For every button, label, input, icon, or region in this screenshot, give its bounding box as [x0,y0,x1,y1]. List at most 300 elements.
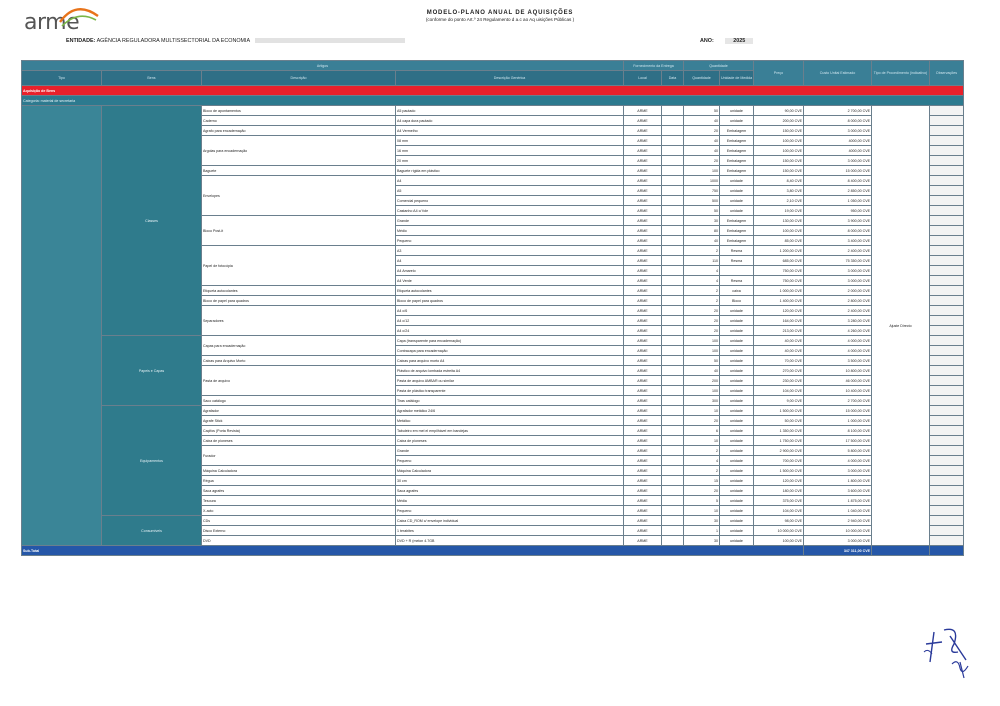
date-cell [662,256,684,266]
generic-description: Agrafador metálico 24/6 [396,406,624,416]
item-description: Caçifos (Porta Revista) [202,426,396,436]
header-descricao-generica: Descrição Genérica [396,71,624,86]
quantity-cell: 10 [684,406,720,416]
local-cell: ARME [624,426,662,436]
date-cell [662,206,684,216]
local-cell: ARME [624,506,662,516]
cost-cell: 4000,00 CVE [804,136,872,146]
cost-cell: 4 000,00 CVE [804,346,872,356]
generic-description: Bloco de papel para quadros [396,296,624,306]
unit-cell: unidade [720,116,754,126]
quantity-cell: 100 [684,336,720,346]
price-cell: 2,10 CVE [754,196,804,206]
generic-description: Pasta de plástico transparente [396,386,624,396]
cost-cell: 3 280,00 CVE [804,316,872,326]
cost-cell: 8 000,00 CVE [804,226,872,236]
generic-description: 16 mm [396,146,624,156]
document-title: MODELO-PLANO ANUAL DE AQUISIÇÕES [426,10,574,16]
observations-cell [930,436,964,446]
date-cell [662,516,684,526]
date-cell [662,486,684,496]
entity-line [66,38,405,44]
date-cell [662,356,684,366]
cost-cell: 4 000,00 CVE [804,456,872,466]
procedure-cell: Ajuste Directo [872,106,930,546]
local-cell: ARME [624,216,662,226]
quantity-cell: 4 [684,276,720,286]
unit-cell [720,266,754,276]
price-cell: 700,00 CVE [754,456,804,466]
observations-cell [930,526,964,536]
unit-cell: unidade [720,306,754,316]
price-cell: 50,00 CVE [754,416,804,426]
date-cell [662,246,684,256]
price-cell: 104,00 CVE [754,506,804,516]
unit-cell: unidade [720,536,754,546]
cost-cell: 4 260,00 CVE [804,326,872,336]
cost-cell: 2 700,00 CVE [804,396,872,406]
cost-cell: 3 900,00 CVE [804,216,872,226]
unit-cell: unidade [720,386,754,396]
price-cell: 98,00 CVE [754,516,804,526]
unit-cell: unidade [720,316,754,326]
logo-arc-icon [54,6,100,30]
date-cell [662,396,684,406]
cost-cell: 5 800,00 CVE [804,446,872,456]
item-description: Saco catálogo [202,396,396,406]
observations-cell [930,386,964,396]
observations-cell [930,116,964,126]
observations-cell [930,186,964,196]
observations-cell [930,316,964,326]
local-cell: ARME [624,256,662,266]
local-cell: ARME [624,366,662,376]
quantity-cell: 1000 [684,176,720,186]
unit-cell: unidade [720,336,754,346]
header-local: Local [624,71,662,86]
unit-cell: unidade [720,406,754,416]
local-cell: ARME [624,156,662,166]
observations-cell [930,236,964,246]
observations-cell [930,106,964,116]
date-cell [662,236,684,246]
local-cell: ARME [624,456,662,466]
local-cell: ARME [624,346,662,356]
date-cell [662,416,684,426]
quantity-cell: 2 [684,446,720,456]
local-cell: ARME [624,166,662,176]
date-cell [662,436,684,446]
generic-description: A3 [396,246,624,256]
local-cell: ARME [624,376,662,386]
cost-cell: 950,00 CVE [804,206,872,216]
local-cell: ARME [624,316,662,326]
observations-cell [930,166,964,176]
cost-cell: 3 400,00 CVE [804,236,872,246]
unit-cell: unidade [720,496,754,506]
generic-description: 30 cm [396,476,624,486]
observations-cell [930,346,964,356]
generic-description: Máquina Calculadora [396,466,624,476]
cost-cell: 75 350,00 CVE [804,256,872,266]
item-description: Pasta de arquivo [202,366,396,396]
price-cell: 150,00 CVE [754,156,804,166]
local-cell: ARME [624,386,662,396]
unit-cell: unidade [720,176,754,186]
cost-cell: 10 800,00 CVE [804,366,872,376]
observations-cell [930,146,964,156]
unit-cell: unidade [720,106,754,116]
date-cell [662,266,684,276]
price-cell: 180,00 CVE [754,486,804,496]
generic-description: A4 Amarelo [396,266,624,276]
quantity-cell: 4 [684,266,720,276]
unit-cell: unidade [720,196,754,206]
price-cell: 100,00 CVE [754,536,804,546]
item-description: Tesoura [202,496,396,506]
acquisition-plan-table [21,60,964,556]
observations-cell [930,516,964,526]
quantity-cell: 20 [684,316,720,326]
local-cell: ARME [624,186,662,196]
quantity-cell: 20 [684,326,720,336]
quantity-cell: 20 [684,416,720,426]
unit-cell: unidade [720,456,754,466]
date-cell [662,376,684,386]
unit-cell: unidade [720,356,754,366]
generic-description: DVD + R (melon 4.7GB [396,536,624,546]
local-cell: ARME [624,106,662,116]
local-cell: ARME [624,236,662,246]
handwritten-signature [920,622,980,682]
unit-cell: unidade [720,396,754,406]
observations-cell [930,496,964,506]
generic-description: Comercial pequeno [396,196,624,206]
bens-group-equipamentos: Equipamentos [102,406,202,516]
unit-cell: unidade [720,486,754,496]
quantity-cell: 200 [684,376,720,386]
item-description: Agrafe Stick [202,416,396,426]
unit-cell: Embalagem [720,126,754,136]
quantity-cell: 100 [684,386,720,396]
date-cell [662,496,684,506]
quantity-cell: 50 [684,206,720,216]
local-cell: ARME [624,356,662,366]
unit-cell: unidade [720,476,754,486]
observations-cell [930,366,964,376]
item-description: Argolas para encadernação [202,136,396,166]
generic-description: A4 capa dura pautado [396,116,624,126]
price-cell: 120,00 CVE [754,306,804,316]
cost-cell: 1 040,00 CVE [804,506,872,516]
generic-description: Caixa de pioneses [396,436,624,446]
cost-cell: 2 940,00 CVE [804,516,872,526]
observations-cell [930,396,964,406]
observations-cell [930,226,964,236]
cost-cell: 1 050,00 CVE [804,196,872,206]
unit-cell: unidade [720,516,754,526]
item-description: CDs [202,516,396,526]
generic-description: A4 Vermelho [396,126,624,136]
cost-cell: 1 875,00 CVE [804,496,872,506]
year-value: 2025 [725,38,753,44]
generic-description: Caixas para arquivo morto A4 [396,356,624,366]
cost-cell: 3 000,00 CVE [804,156,872,166]
local-cell: ARME [624,466,662,476]
price-cell: 40,00 CVE [754,336,804,346]
observations-cell [930,476,964,486]
price-cell: 164,00 CVE [754,316,804,326]
cost-cell: 8 400,00 CVE [804,176,872,186]
generic-description: 08 mm [396,136,624,146]
observations-cell [930,456,964,466]
observations-cell [930,336,964,346]
local-cell: ARME [624,526,662,536]
observations-cell [930,376,964,386]
generic-description: Grande [396,446,624,456]
quantity-cell: 50 [684,106,720,116]
observations-cell [930,426,964,436]
date-cell [662,156,684,166]
price-cell: 90,00 CVE [754,106,804,116]
unit-cell: Bloco [720,296,754,306]
quantity-cell: 40 [684,146,720,156]
year-label: ANO: [700,38,714,44]
price-cell: 10 000,00 CVE [754,526,804,536]
date-cell [662,426,684,436]
observations-cell [930,256,964,266]
generic-description: Contracapa para encadernação [396,346,624,356]
observations-cell [930,126,964,136]
cost-cell: 46 000,00 CVE [804,376,872,386]
cost-cell: 15 000,00 CVE [804,406,872,416]
generic-description: Etiqueta autocolantes [396,286,624,296]
year-line [700,38,753,44]
date-cell [662,126,684,136]
quantity-cell: 10 [684,436,720,446]
cost-cell: 3 000,00 CVE [804,536,872,546]
generic-description: Pequeno [396,236,624,246]
cost-cell: 3 000,00 CVE [804,126,872,136]
unit-cell: unidade [720,446,754,456]
table-row [22,516,964,526]
quantity-cell: 15 [684,476,720,486]
date-cell [662,306,684,316]
header-preco: Preço [754,61,804,86]
header-artigos: Artigos [22,61,624,71]
unit-cell: unidade [720,416,754,426]
header-observacoes: Observações [930,61,964,86]
price-cell: 1 750,00 CVE [754,436,804,446]
unit-cell: unidade [720,436,754,446]
cost-cell: 3 000,00 CVE [804,466,872,476]
observations-cell [930,196,964,206]
cost-cell: 4000,00 CVE [804,146,872,156]
date-cell [662,476,684,486]
item-description: Caderno [202,116,396,126]
observations-cell [930,176,964,186]
quantity-cell: 40 [684,136,720,146]
item-description: Régua [202,476,396,486]
date-cell [662,166,684,176]
date-cell [662,216,684,226]
observations-cell [930,356,964,366]
unit-cell: Resma [720,276,754,286]
table-row [22,336,964,346]
price-cell: 1 200,00 CVE [754,246,804,256]
header-data: Data [662,71,684,86]
price-cell: 9,00 CVE [754,396,804,406]
quantity-cell: 4 [684,456,720,466]
generic-description: A4 c/6 [396,306,624,316]
local-cell: ARME [624,276,662,286]
item-description: Baguete [202,166,396,176]
category-row: Categoria: material de secretaria [22,96,964,106]
date-cell [662,276,684,286]
date-cell [662,536,684,546]
generic-description: A4 c/24 [396,326,624,336]
header-quantidade-group: Quantidade [684,61,754,71]
header-bens: Bens [102,71,202,86]
cost-cell: 17 500,00 CVE [804,436,872,446]
unit-cell: unidade [720,466,754,476]
generic-description: Castanho A4 c/ fole [396,206,624,216]
price-cell: 230,00 CVE [754,376,804,386]
quantity-cell: 40 [684,236,720,246]
observations-cell [930,466,964,476]
date-cell [662,136,684,146]
document-subtitle: (conforme do ponto Art.º 24 Regulamento d a.c ao Aq uisições Públicas ) [425,17,575,22]
subtotal-label: Sub-Total [22,546,804,556]
price-cell: 213,00 CVE [754,326,804,336]
date-cell [662,466,684,476]
unit-cell: Embalagem [720,146,754,156]
price-cell: 3,80 CVE [754,186,804,196]
observations-cell [930,306,964,316]
local-cell: ARME [624,306,662,316]
observations-cell [930,206,964,216]
item-description: Bloco de papel para quadros [202,296,396,306]
unit-cell: unidade [720,346,754,356]
observations-cell [930,326,964,336]
logo-text: arme [24,10,80,35]
arme-logo [24,10,79,35]
price-cell: 40,00 CVE [754,346,804,356]
item-description: Bloco de apontamentos [202,106,396,116]
price-cell: 70,00 CVE [754,356,804,366]
local-cell: ARME [624,246,662,256]
date-cell [662,316,684,326]
cost-cell: 8 100,00 CVE [804,426,872,436]
cost-cell: 2 850,00 CVE [804,186,872,196]
unit-cell: Embalagem [720,216,754,226]
unit-cell: Embalagem [720,166,754,176]
quantity-cell: 30 [684,216,720,226]
cost-cell: 2 400,00 CVE [804,306,872,316]
local-cell: ARME [624,136,662,146]
unit-cell: Embalagem [720,156,754,166]
item-description: Papel de fotocópia [202,246,396,286]
generic-description: Média [396,496,624,506]
date-cell [662,226,684,236]
cost-cell: 10 400,00 CVE [804,386,872,396]
cost-cell: 4 000,00 CVE [804,336,872,346]
price-cell: 375,00 CVE [754,496,804,506]
observations-cell [930,156,964,166]
price-cell: 19,00 CVE [754,206,804,216]
date-cell [662,346,684,356]
bens-group-papeis: Papeis e Capas [102,336,202,406]
quantity-cell: 6 [684,426,720,436]
date-cell [662,286,684,296]
date-cell [662,186,684,196]
header-unidade: Unidade de Medida [720,71,754,86]
item-description: Disco Externo [202,526,396,536]
date-cell [662,296,684,306]
item-description: Máquina Calculadora [202,466,396,476]
cost-cell: 15 000,00 CVE [804,166,872,176]
observations-cell [930,136,964,146]
section-row: Aquisição de Bens [22,86,964,96]
unit-cell: caixa [720,286,754,296]
generic-description: Plástico de arquivo lombada estreita A4 [396,366,624,376]
generic-description: Capa (transparente para encadernação) [396,336,624,346]
header-procedimento: Tipo de Procedimento (indicativo) [872,61,930,86]
bens-group-classes: Classes [102,106,202,336]
quantity-cell: 2 [684,296,720,306]
unit-cell: unidade [720,526,754,536]
local-cell: ARME [624,496,662,506]
redacted-block [255,38,405,43]
quantity-cell: 30 [684,516,720,526]
cost-cell: 10 000,00 CVE [804,526,872,536]
quantity-cell: 20 [684,486,720,496]
cost-cell: 1 800,00 CVE [804,476,872,486]
item-description: Separadores [202,306,396,336]
date-cell [662,406,684,416]
quantity-cell: 30 [684,536,720,546]
header-descricao: Descrição [202,71,396,86]
price-cell: 270,00 CVE [754,366,804,376]
unit-cell: Embalagem [720,136,754,146]
unit-cell: unidade [720,186,754,196]
date-cell [662,336,684,346]
observations-cell [930,506,964,516]
quantity-cell: 50 [684,356,720,366]
generic-description: Baguete rígida em plástico [396,166,624,176]
quantity-cell: 750 [684,186,720,196]
local-cell: ARME [624,296,662,306]
date-cell [662,326,684,336]
quantity-cell: 20 [684,126,720,136]
price-cell: 200,00 CVE [754,116,804,126]
observations-cell [930,536,964,546]
cost-cell: 3 500,00 CVE [804,356,872,366]
date-cell [662,386,684,396]
item-description: Etiqueta autocolantes [202,286,396,296]
unit-cell: unidade [720,376,754,386]
cost-cell: 3 000,00 CVE [804,266,872,276]
quantity-cell: 1 [684,526,720,536]
item-description: DVD [202,536,396,546]
tipo-cell [22,106,102,546]
local-cell: ARME [624,336,662,346]
observations-cell [930,416,964,426]
price-cell: 85,00 CVE [754,236,804,246]
local-cell: ARME [624,416,662,426]
generic-description: Pasta de arquivo AMBAR ou similar [396,376,624,386]
generic-description: A4 [396,256,624,266]
